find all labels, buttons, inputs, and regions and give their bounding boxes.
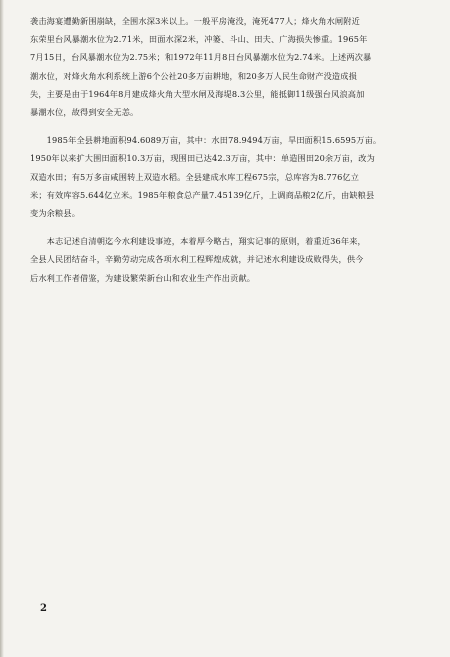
text-line: 失，主要是由于1964年8月建成烽火角大型水闸及海堤8.3公里，能抵御11级强台风浪高加 [30,88,365,99]
text-line: 1950年以来扩大围田面积10.3万亩，现围田已达42.3万亩，其中：单造围田20余万亩，改为 [30,153,375,164]
text-line: 米；有效库容5.644亿立米。1985年粮食总产量7.45139亿斤，上调商品粮2亿斤，由缺粮县 [30,189,375,200]
paragraph-2 [30,131,428,222]
text-line: 潮水位，对烽火角水利系统上游6个公社20多万亩耕地，和20多万人民生命财产没造成损 [30,70,357,81]
text-line: 7月15日，台风暴潮水位为2.75米；和1972年11月8日台风暴潮水位为2.74米。上述两次暴 [30,52,372,63]
text-line: 袭击海宴遭勤新围崩缺，全围水深3米以上。一般平房淹没，淹死477人；烽火角水闸附近 [30,16,360,26]
text-line: 后水利工作者借鉴，为建设繁荣新台山和农业生产作出贡献。 [30,272,256,283]
text-line: 双造水田；有5万多亩咸围转上双造水稻。全县建成水库工程675宗，总库容为8.776亿立 [30,171,360,182]
body-text [30,12,428,287]
text-line: 本志记述自清朝迄今水利建设事迹，本着厚今略古，翔实记事的原则，着重近36年来， [30,236,366,247]
text-line: 东荣里台风暴潮水位为2.71米，田面水深2米，冲篓、斗山、田夫、广海损失惨重。1965年 [30,34,368,45]
text-line: 1985年全县耕地面积94.6089万亩，其中：水田78.9494万亩，旱田面积15.6595万亩。 [30,135,382,146]
text-line: 变为余粮县。 [30,208,81,219]
paragraph-1 [30,12,428,121]
scan-edge [0,0,4,657]
text-line: 暴潮水位，故得到安全无恙。 [30,107,139,118]
text-line: 全县人民团结奋斗，辛勤劳动完成各项水利工程辉煌成就，并记述水利建设成败得失，供今 [30,254,364,265]
paragraph-3 [30,232,428,287]
page-number: 2 [40,603,47,614]
